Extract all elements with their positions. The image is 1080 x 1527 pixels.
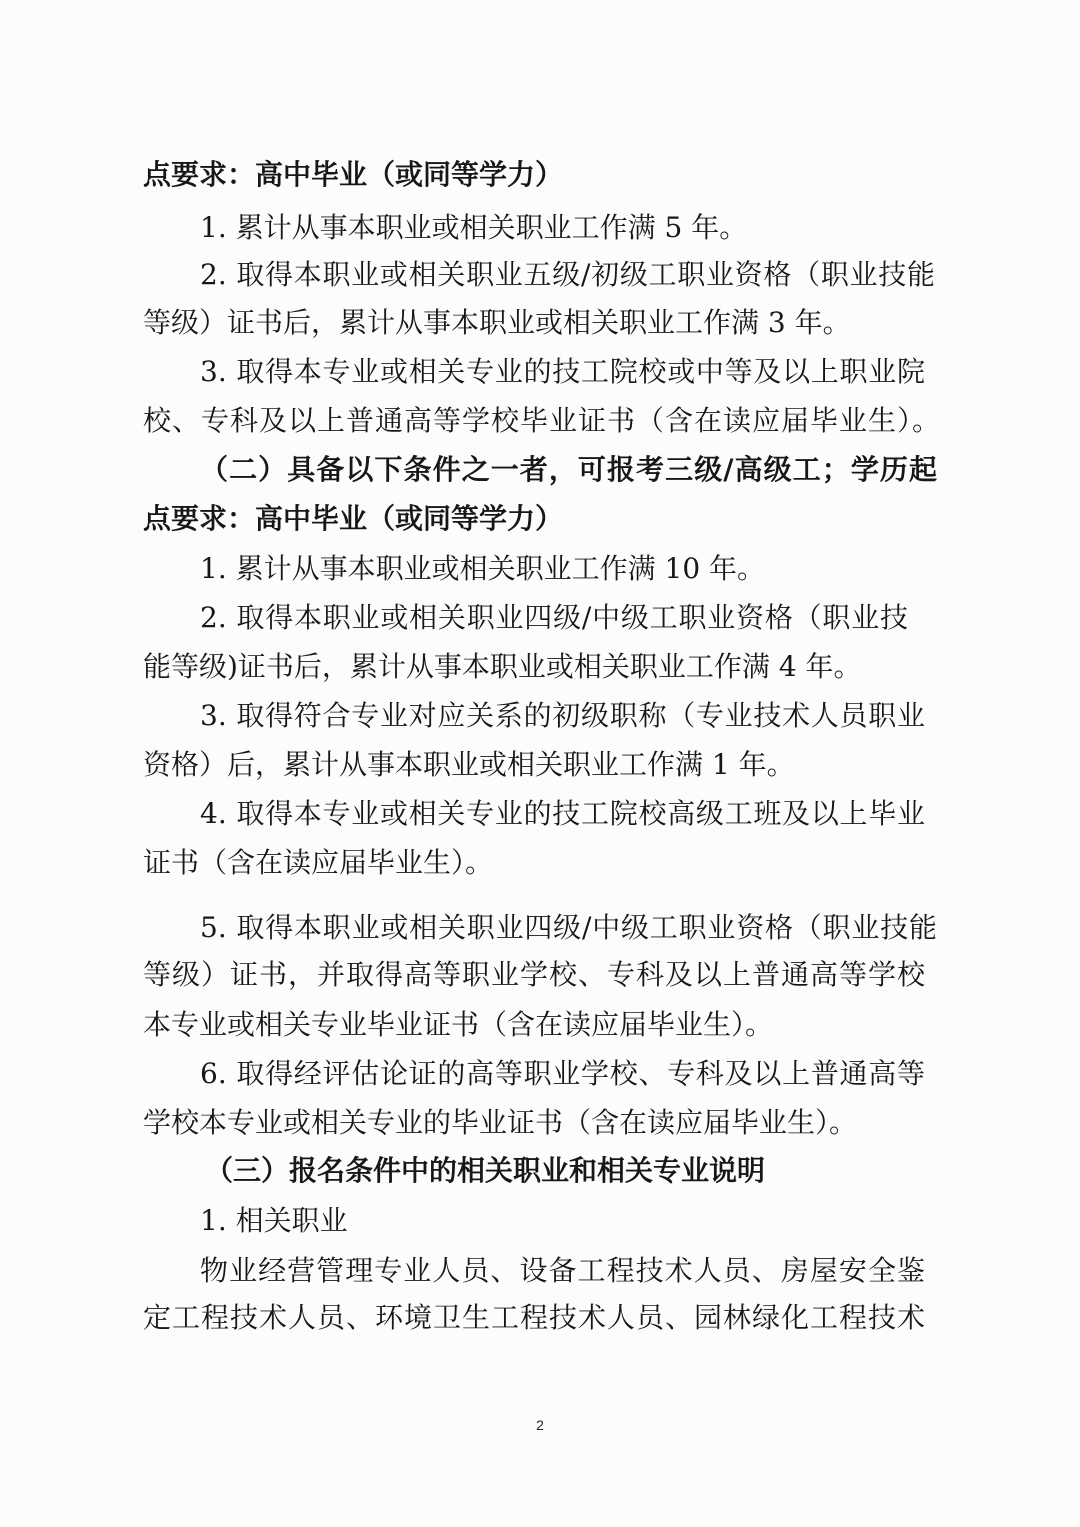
section-one-item-1: 1. 累计从事本职业或相关职业工作满 5 年。 (200, 211, 748, 244)
section-two-item-1: 1. 累计从事本职业或相关职业工作满 10 年。 (200, 552, 766, 585)
section-two-item-2-line-1: 2. 取得本职业或相关职业四级/中级工职业资格（职业技 (200, 601, 908, 634)
section-two-item-5-line-3: 本专业或相关专业毕业证书（含在读应届毕业生）。 (143, 1008, 774, 1041)
section-two-item-3-line-1: 3. 取得符合专业对应关系的初级职称（专业技术人员职业 (200, 699, 925, 732)
section-two-item-6-line-2: 学校本专业或相关专业的毕业证书（含在读应届毕业生）。 (143, 1106, 858, 1139)
section-one-item-3-line-2: 校、专科及以上普通高等学校毕业证书（含在读应届毕业生）。 (143, 404, 940, 437)
section-two-item-5-line-1: 5. 取得本职业或相关职业四级/中级工职业资格（职业技能 (200, 911, 937, 944)
page-number: 2 (536, 1417, 544, 1433)
section-two-item-6-line-1: 6. 取得经评估论证的高等职业学校、专科及以上普通高等 (200, 1057, 925, 1090)
section-three-heading: （三）报名条件中的相关职业和相关专业说明 (205, 1154, 766, 1187)
section-one-item-2-line-2: 等级）证书后，累计从事本职业或相关职业工作满 3 年。 (143, 306, 851, 339)
section-two-heading-line-2: 点要求：高中毕业（或同等学力） (143, 502, 564, 535)
section-two-item-3-line-2: 资格）后，累计从事本职业或相关职业工作满 1 年。 (143, 748, 795, 781)
section-one-item-3-line-1: 3. 取得本专业或相关专业的技工院校或中等及以上职业院 (200, 355, 925, 388)
section-two-heading-line-1: （二）具备以下条件之一者，可报考三级/高级工；学历起 (200, 453, 937, 486)
section-three-body-line-1: 物业经营管理专业人员、设备工程技术人员、房屋安全鉴 (200, 1254, 925, 1287)
section-two-item-4-line-2: 证书（含在读应届毕业生）。 (143, 846, 494, 879)
section-three-subheading: 1. 相关职业 (200, 1204, 348, 1237)
section-one-item-2-line-1: 2. 取得本职业或相关职业五级/初级工职业资格（职业技能 (200, 258, 935, 291)
section-two-item-5-line-2: 等级）证书，并取得高等职业学校、专科及以上普通高等学校 (143, 958, 925, 991)
section-three-body-line-2: 定工程技术人员、环境卫生工程技术人员、园林绿化工程技术 (143, 1301, 925, 1334)
section-one-heading-continuation: 点要求：高中毕业（或同等学力） (143, 158, 564, 191)
section-two-item-2-line-2: 能等级)证书后，累计从事本职业或相关职业工作满 4 年。 (143, 650, 862, 683)
section-two-item-4-line-1: 4. 取得本专业或相关专业的技工院校高级工班及以上毕业 (200, 797, 925, 830)
